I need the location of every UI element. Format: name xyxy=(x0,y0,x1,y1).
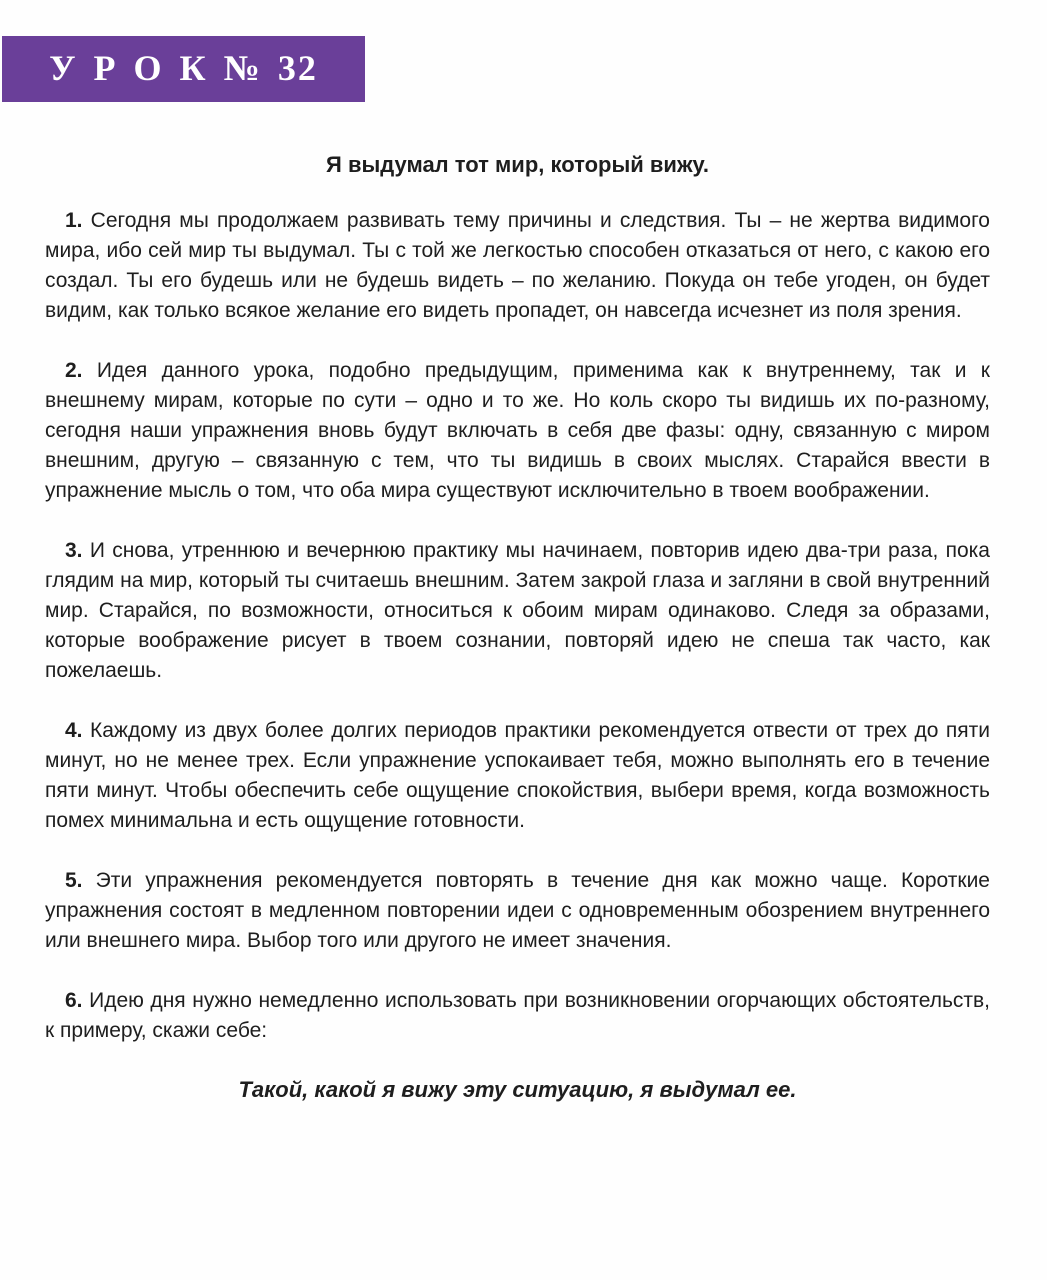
closing-statement: Такой, какой я вижу эту ситуацию, я выдумал ее. xyxy=(238,1077,797,1102)
paragraph-text: Идея данного урока, подобно предыдущим, применима как к внутреннему, так и к внешнему мирам, которые по сути – одно и то же. Но коль скоро ты видишь их по-разному, сегодня наши упражнения вновь будут включать в себя две фазы: одну, связанную с миром внешним, другую – связанную с тем, что ты видишь в своих мыслях. Старайся ввести в упражнение мысль о том, что оба мира существуют исключительно в твоем воображении. xyxy=(45,359,990,502)
paragraph xyxy=(45,536,990,686)
paragraph-text: И снова, утреннюю и вечернюю практику мы начинаем, повторив идею два-три раза, пока глядим на мир, который ты считаешь внешним. Затем закрой глаза и загляни в свой внутренний мир. Старайся, по возможности, относиться к обоим мирам одинаково. Следя за образами, которые воображение рисует в твоем сознании, повторяй идею не спеша так часто, как пожелаешь. xyxy=(45,539,990,682)
paragraph xyxy=(45,356,990,506)
paragraph xyxy=(45,716,990,836)
paragraph xyxy=(45,206,990,326)
paragraph-text: Каждому из двух более долгих периодов практики рекомендуется отвести от трех до пяти минут, но не менее трех. Если упражнение успокаивает тебя, можно выполнять его в течение пяти минут. Чтобы обеспечить себе ощущение спокойствия, выбери время, когда возможность помех минимальна и есть ощущение готовности. xyxy=(45,719,990,832)
paragraph-number: 3. xyxy=(65,539,83,562)
lesson-banner xyxy=(2,36,365,102)
lesson-body xyxy=(45,206,990,1046)
paragraph-number: 4. xyxy=(65,719,83,742)
paragraph-text: Эти упражнения рекомендуется повторять в течение дня как можно чаще. Короткие упражнения состоят в медленном повторении идеи с одновременным обозрением внутреннего или внешнего мира. Выбор того или другого не имеет значения. xyxy=(45,869,990,952)
paragraph-number: 2. xyxy=(65,359,83,382)
paragraph-text: Сегодня мы продолжаем развивать тему причины и следствия. Ты – не жертва видимого мира, ибо сей мир ты выдумал. Ты с той же легкостью способен отказаться от него, с какою его создал. Ты его будешь или не будешь видеть – по желанию. Покуда он тебе угоден, он будет видим, как только всякое желание его видеть пропадет, он навсегда исчезнет из поля зрения. xyxy=(45,209,990,322)
lesson-content xyxy=(0,102,1047,1104)
paragraph-text: Идею дня нужно немедленно использовать при возникновении огорчающих обстоятельств, к примеру, скажи себе: xyxy=(45,989,990,1042)
paragraph xyxy=(45,866,990,956)
paragraph-number: 1. xyxy=(65,209,83,232)
paragraph xyxy=(45,986,990,1046)
lesson-title: Я выдумал тот мир, который вижу. xyxy=(326,152,709,177)
paragraph-number: 5. xyxy=(65,869,83,892)
paragraph-number: 6. xyxy=(65,989,83,1012)
lesson-number-label: У Р О К № 32 xyxy=(49,48,318,88)
